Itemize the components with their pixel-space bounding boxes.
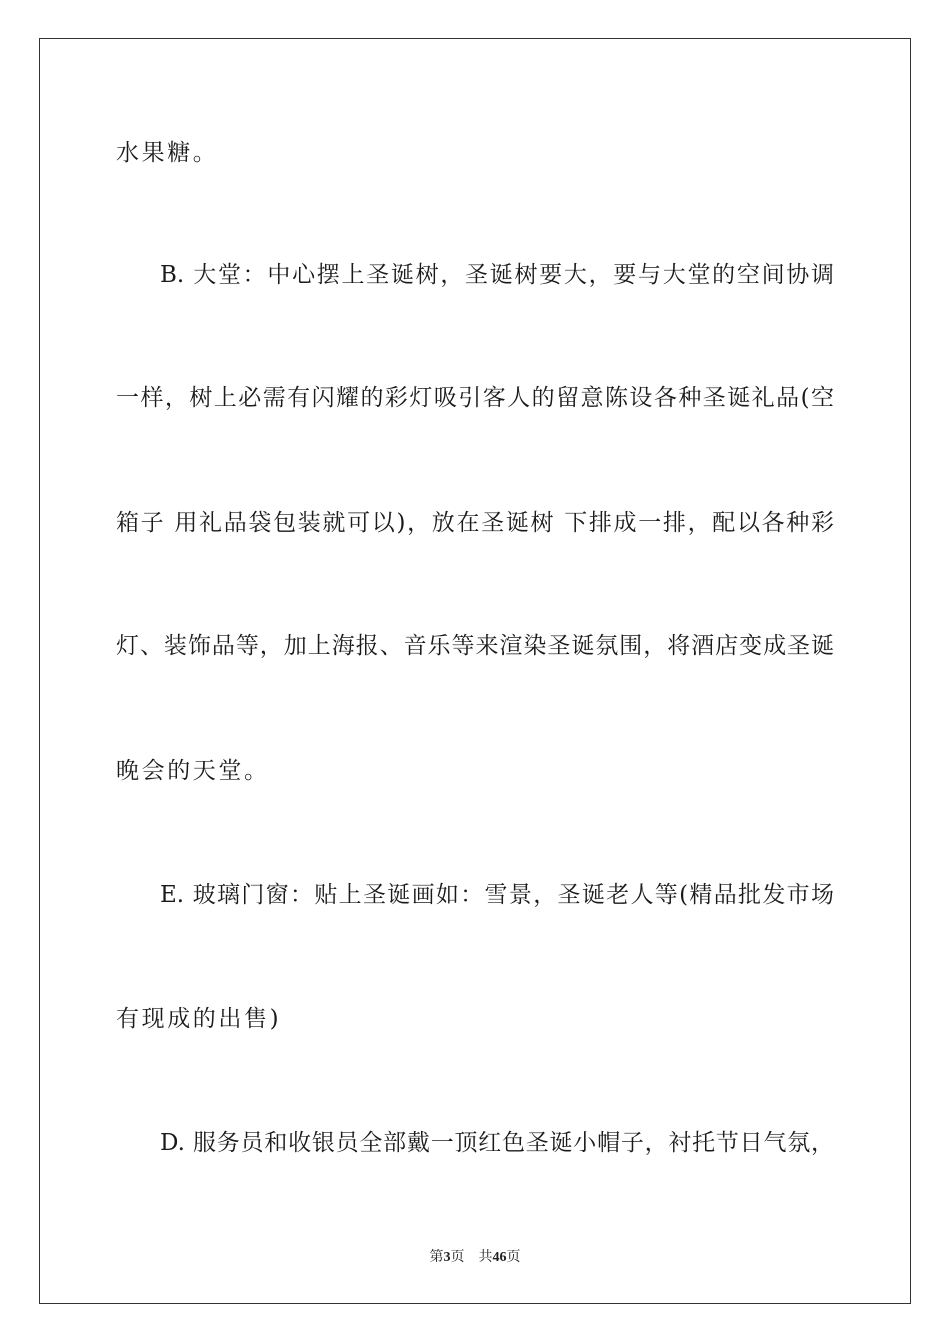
footer-total-pages: 46 xyxy=(492,1250,507,1265)
body-line-5: 灯、装饰品等，加上海报、音乐等来渲染圣诞氛围，将酒店变成圣诞 xyxy=(116,633,834,659)
body-line-8: 有现成的出售) xyxy=(116,1006,282,1032)
body-line-2: B. 大堂：中心摆上圣诞树，圣诞树要大，要与大堂的空间协调 xyxy=(160,262,834,288)
page-footer xyxy=(0,1248,950,1267)
footer-page-prefix: 第 xyxy=(429,1249,444,1265)
body-line-4: 箱子 用礼品袋包装就可以)，放在圣诞树 下排成一排，配以各种彩 xyxy=(116,510,834,536)
footer-page-number: 3 xyxy=(443,1250,451,1265)
body-line-9: D. 服务员和收银员全部戴一顶红色圣诞小帽子，衬托节日气氛， xyxy=(160,1130,834,1156)
body-line-1: 水果糖。 xyxy=(116,140,219,166)
footer-total-prefix: 共 xyxy=(478,1249,493,1265)
page-border xyxy=(39,38,911,1304)
body-line-7: E. 玻璃门窗：贴上圣诞画如：雪景，圣诞老人等(精品批发市场 xyxy=(160,882,834,908)
footer-total-suffix: 页 xyxy=(506,1249,521,1265)
footer-page-suffix: 页 xyxy=(450,1249,465,1265)
body-line-6: 晚会的天堂。 xyxy=(116,758,270,784)
body-line-3: 一样，树上必需有闪耀的彩灯吸引客人的留意陈设各种圣诞礼品(空 xyxy=(116,385,834,411)
